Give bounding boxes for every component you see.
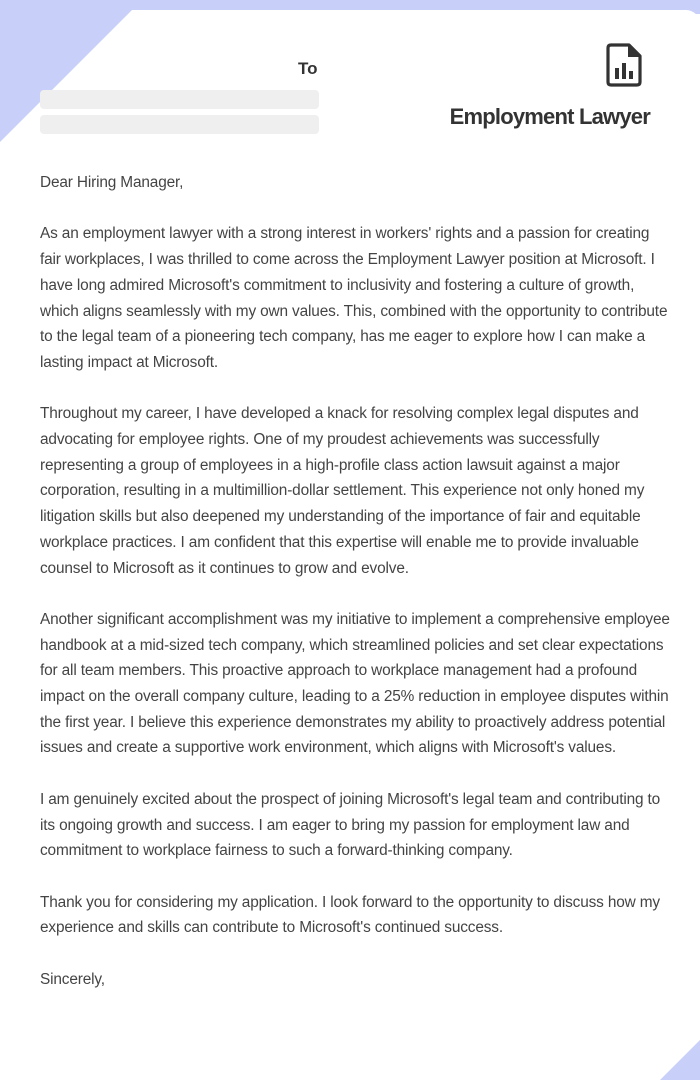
paragraph: Thank you for considering my application. I look forward to the opportunity to discuss how my experience and skills can contribute to Microsoft's continued success.	[40, 893, 660, 937]
closing: Sincerely,	[40, 970, 105, 988]
job-title: Employment Lawyer	[449, 104, 650, 129]
paragraph: Another significant accomplishment was my initiative to implement a comprehensive employee handbook at a mid-sized tech company, which streamlined policies and set clear expectations for all team members. This proactive approach to workplace management had a profound impact on the overall company culture, leading to a 25% reduction in employee disputes within the first year. I believe this experience demonstrates my ability to proactively address potential issues and create a supportive work environment, which aligns with Microsoft's values.	[40, 610, 670, 757]
paragraph: As an employment lawyer with a strong interest in workers' rights and a passion for creating fair workplaces, I was thrilled to come across the Employment Lawyer position at Microsoft. I have long admired Microsoft's commitment to inclusivity and fostering a culture of growth, which aligns seamlessly with my own values. This, combined with the opportunity to contribute to the legal team of a pioneering tech company, has me eager to explore how I can make a lasting impact at Microsoft.	[40, 225, 668, 371]
recipient-label: To	[298, 59, 318, 78]
recipient-address-placeholder	[40, 115, 319, 134]
recipient-name-placeholder	[40, 90, 319, 109]
salutation: Dear Hiring Manager,	[40, 174, 184, 191]
paragraph: Throughout my career, I have developed a knack for resolving complex legal disputes and advocating for employee rights. One of my proudest achievements was successfully representing a group of employees in a high-profile class action lawsuit against a major corporation, resulting in a multimillion-dollar settlement. This experience not only honed my litigation skills but also deepened my understanding of the importance of fair and equitable workplace practices. I am confident that this expertise will enable me to provide invaluable counsel to Microsoft as it continues to grow and evolve.	[40, 405, 645, 577]
document-chart-icon	[606, 43, 642, 87]
paragraph: I am genuinely excited about the prospect of joining Microsoft's legal team and contributing to its ongoing growth and success. I am eager to bring my passion for employment law and commitment to workplace fairness to such a forward-thinking company.	[40, 790, 661, 860]
letter-body	[40, 170, 670, 1018]
